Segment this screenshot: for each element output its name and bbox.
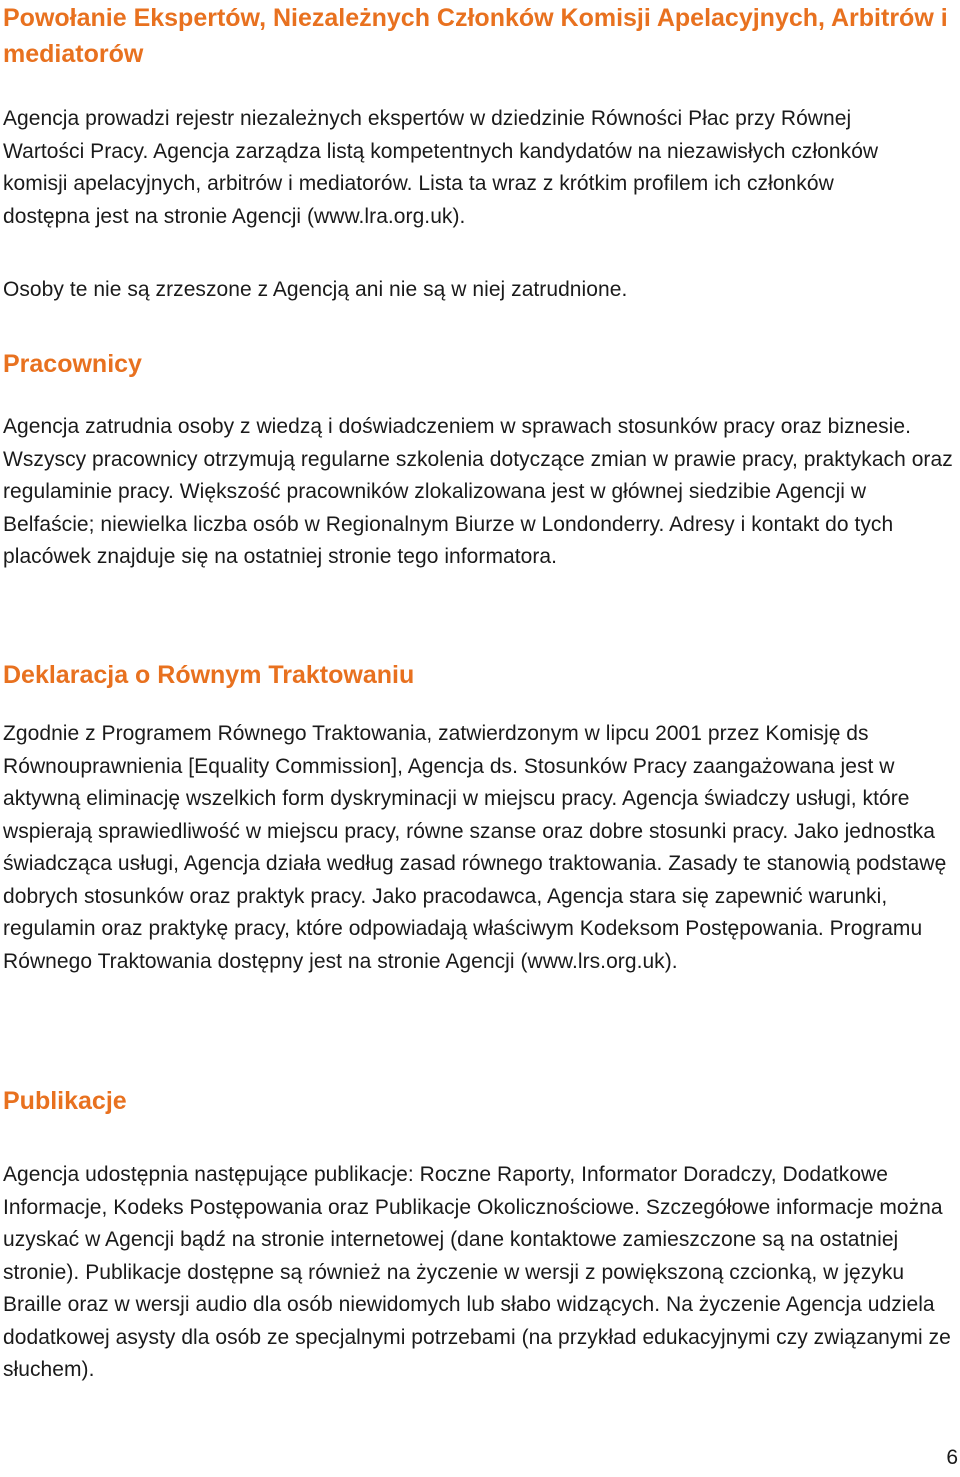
paragraph-employees: Agencja zatrudnia osoby z wiedzą i doświadczeniem w sprawach stosunków pracy oraz biznesie. Wszyscy pracownicy otrzymują regularne szkolenia dotyczące zmian w prawie pracy, praktykach oraz regulaminie pracy. Większość pracowników zlokalizowana jest w głównej siedzibie Agencji w Belfaście; niewielka liczba osób w Regionalnym Biurze w Londonderry. Adresy i kontakt do tych placówek znajduje się na ostatniej stronie tego informatora. xyxy=(3,415,953,568)
paragraph-publications: Agencja udostępnia następujące publikacje: Roczne Raporty, Informator Doradczy, Dodatkowe Informacje, Kodeks Postępowania oraz Publikacje Okolicznościowe. Szczegółowe informacje można uzyskać w Agencji bądź na stronie internetowej (dane kontaktowe zamieszczone są na ostatniej stronie). Publikacje dostępne są również na życzenie w wersji z powiększoną czcionką, w języku Braille oraz w wersji audio dla osób niewidomych lub słabo widzących. Na życzenie Agencja udziela dodatkowej asysty dla osób ze specjalnymi potrzebami (na przykład edukacyjnymi czy związanymi ze słuchem). xyxy=(3,1163,951,1381)
paragraph-equality-declaration: Zgodnie z Programem Równego Traktowania, zatwierdzonym w lipcu 2001 przez Komisję ds Równouprawnienia [Equality Commission], Agencja ds. Stosunków Pracy zaangażowana jest w aktywną eliminację wszelkich form dyskryminacji w miejscu pracy. Agencja świadczy usługi, które wspierają sprawiedliwość w miejscu pracy, równe szanse oraz dobre stosunki pracy. Jako jednostka świadcząca usługi, Agencja działa według zasad równego traktowania. Zasady te stanowią podstawę dobrych stosunków oraz praktyk pracy. Jako pracodawca, Agencja stara się zapewnić warunki, regulamin oraz praktykę pracy, które odpowiadają właściwym Kodeksom Postępowania. Programu Równego Traktowania dostępny jest na stronie Agencji (www.lrs.org.uk). xyxy=(3,722,947,973)
page-number: 6 xyxy=(946,1446,958,1469)
paragraph-experts-not-employed: Osoby te nie są zrzeszone z Agencją ani nie są w niej zatrudnione. xyxy=(3,278,628,301)
section-heading-publications: Publikacje xyxy=(3,1087,127,1115)
section-heading-employees: Pracownicy xyxy=(3,350,142,378)
section-heading-equality-declaration: Deklaracja o Równym Traktowaniu xyxy=(3,661,415,689)
paragraph-experts-register: Agencja prowadzi rejestr niezależnych ekspertów w dziedzinie Równości Płac przy Równej Wartości Pracy. Agencja zarządza listą kompetentnych kandydatów na niezawisłych członków komisji apelacyjnych, arbitrów i mediatorów. Lista ta wraz z krótkim profilem ich członków dostępna jest na stronie Agencji (www.lra.org.uk). xyxy=(3,107,879,228)
section-heading-experts: Powołanie Ekspertów, Niezależnych Członków Komisji Apelacyjnych, Arbitrów i mediatorów xyxy=(3,4,948,68)
